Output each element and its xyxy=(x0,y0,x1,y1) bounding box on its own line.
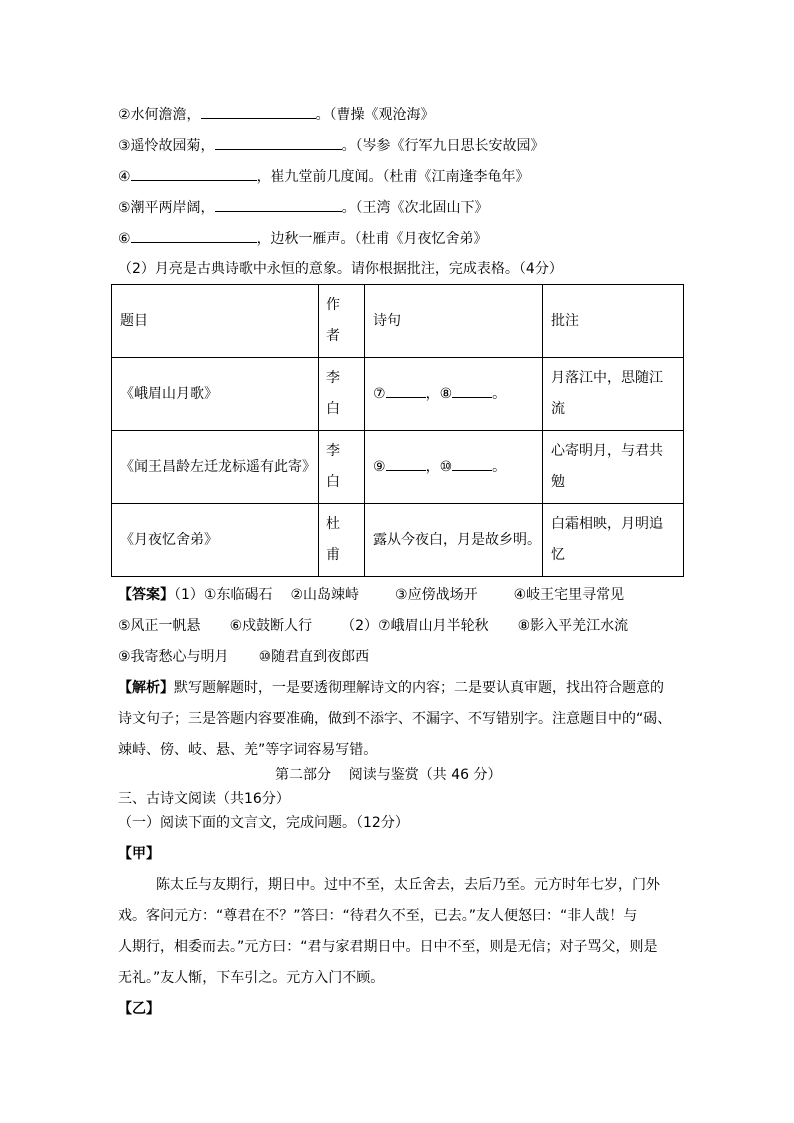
poem-author: 李白 xyxy=(319,431,365,504)
subsection-1-heading: （一）阅读下面的文言文，完成问题。（12分） xyxy=(118,815,409,831)
table-row xyxy=(112,504,684,577)
passage-line-4: 无礼。”友人惭，下车引之。元方入门不顾。 xyxy=(118,970,385,986)
fill-line-3: ③遥怜故园菊， 。（岑参《行军九日思长安故园》 xyxy=(118,138,545,154)
poem-author: 李白 xyxy=(319,358,365,431)
answer-line-2: ⑤风正一帆悬 ⑥戍鼓断人行 （2）⑦峨眉山月半轮秋 ⑧影入平羌江水流 xyxy=(118,618,629,634)
poem-note: 月落江中，思随江流 xyxy=(543,358,684,431)
answer-blank xyxy=(201,105,316,119)
poem-author: 杜甫 xyxy=(319,504,365,577)
answer-blank xyxy=(386,384,426,398)
analysis-line-2: 诗文句子；三是答题内容要准确，做到不添字、不漏字、不写错别字。注意题目中的“碣、 xyxy=(118,711,672,727)
fill-line-5: ⑤潮平两岸阔， 。（王湾《次北固山下》 xyxy=(118,200,489,216)
answer-line-3: ⑨我寄愁心与明月 ⑩随君直到夜郎西 xyxy=(118,649,370,665)
answer-blank xyxy=(452,384,492,398)
passage-jia-label: 【甲】 xyxy=(118,846,160,862)
part-2-heading: 第二部分 阅读与鉴赏（共 46 分） xyxy=(275,767,502,783)
table-header-row xyxy=(112,285,684,358)
header-verse: 诗句 xyxy=(365,285,543,358)
section-3-heading: 三、古诗文阅读（共16分） xyxy=(118,791,290,807)
header-title: 题目 xyxy=(112,285,319,358)
analysis-line-1: 【解析】默写题解题时，一是要透彻理解诗文的内容；二是要认真审题，找出符合题意的 xyxy=(118,680,664,696)
moon-poetry-table xyxy=(111,284,684,577)
analysis-line-3: 竦峙、傍、岐、悬、羌”等字词容易写错。 xyxy=(118,742,378,758)
answer-blank xyxy=(386,457,426,471)
passage-line-1: 陈太丘与友期行，期日中。过中不至，太丘舍去，去后乃至。元方时年七岁，门外 xyxy=(156,877,660,893)
passage-line-2: 戏。客问元方：“尊君在不？”答曰：“待君久不至，已去。”友人便怒曰：“非人哉！与 xyxy=(118,908,638,924)
poem-verse: 露从今夜白，月是故乡明。 xyxy=(365,504,543,577)
poem-verse: ⑨ ，⑩ 。 xyxy=(365,431,543,504)
answer-blank xyxy=(215,136,342,150)
table-row xyxy=(112,431,684,504)
fill-line-2: ②水何澹澹， 。（曹操《观沧海》 xyxy=(118,107,435,123)
answer-line-1: 【答案】（1）①东临碣石 ②山岛竦峙 ③应傍战场开 ④岐王宅里寻常见 xyxy=(118,587,625,603)
poem-note: 白霜相映，月明追忆 xyxy=(543,504,684,577)
answer-blank xyxy=(215,198,342,212)
header-note: 批注 xyxy=(543,285,684,358)
answer-blank xyxy=(131,229,257,243)
passage-yi-label: 【乙】 xyxy=(118,1001,160,1017)
poem-note: 心寄明月，与君共勉 xyxy=(543,431,684,504)
answer-blank xyxy=(131,167,257,181)
answer-blank xyxy=(452,457,492,471)
table-row xyxy=(112,358,684,431)
fill-line-4: ④ ，崔九堂前几度闻。（杜甫《江南逢李龟年》 xyxy=(118,169,530,185)
poem-title: 《峨眉山月歌》 xyxy=(112,358,319,431)
question-2: （2）月亮是古典诗歌中永恒的意象。请你根据批注，完成表格。（4分） xyxy=(118,261,563,277)
poem-title: 《闻王昌龄左迁龙标遥有此寄》 xyxy=(112,431,319,504)
passage-line-3: 人期行，相委而去。”元方曰：“君与家君期日中。日中不至，则是无信；对子骂父，则是 xyxy=(118,939,658,955)
header-author: 作者 xyxy=(319,285,365,358)
poem-verse: ⑦ ，⑧ 。 xyxy=(365,358,543,431)
fill-line-6: ⑥ ，边秋一雁声。（杜甫《月夜忆舍弟》 xyxy=(118,231,488,247)
poem-title: 《月夜忆舍弟》 xyxy=(112,504,319,577)
